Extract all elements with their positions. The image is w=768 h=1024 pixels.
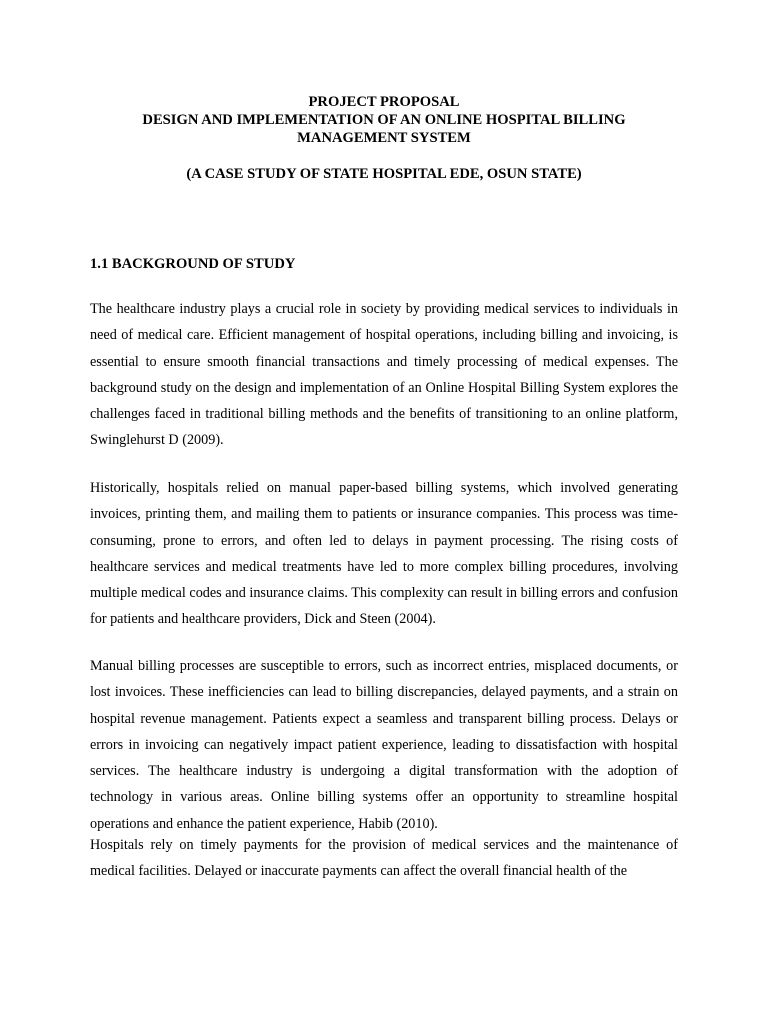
document-title bbox=[90, 93, 678, 147]
paragraph: Manual billing processes are susceptible to errors, such as incorrect entries, misplaced documents, or lost invoices. These inefficiencies can lead to billing discrepancies, delayed payments, and a strain on hospital revenue management. Patients expect a seamless and transparent billing process. Delays or errors in invoicing can negatively impact patient experience, leading to dissatisfaction with hospital services. The healthcare industry is undergoing a digital transformation with the adoption of technology in various areas. Online billing systems offer an opportunity to streamline hospital operations and enhance the patient experience, Habib (2010). bbox=[90, 658, 678, 832]
paragraph: Historically, hospitals relied on manual paper-based billing systems, which involved generating invoices, printing them, and mailing them to patients or insurance companies. This process was time-consuming, prone to errors, and often led to delays in payment processing. The rising costs of healthcare services and medical treatments have led to more complex billing procedures, involving multiple medical codes and insurance claims. This complexity can result in billing errors and confusion for patients and healthcare providers, Dick and Steen (2004). bbox=[90, 480, 678, 628]
title-line-design: DESIGN AND IMPLEMENTATION OF AN ONLINE HOSPITAL BILLING bbox=[142, 112, 626, 128]
title-line-proposal: PROJECT PROPOSAL bbox=[308, 94, 460, 110]
paragraph: Hospitals rely on timely payments for the provision of medical services and the maintenance of medical facilities. Delayed or inaccurate payments can affect the overall financial health of the bbox=[90, 837, 678, 880]
section-heading: 1.1 BACKGROUND OF STUDY bbox=[90, 256, 296, 272]
document-subtitle: (A CASE STUDY OF STATE HOSPITAL EDE, OSUN STATE) bbox=[186, 166, 582, 182]
title-line-system: MANAGEMENT SYSTEM bbox=[297, 130, 471, 146]
paragraph: The healthcare industry plays a crucial role in society by providing medical services to individuals in need of medical care. Efficient management of hospital operations, including billing and invoicing, is essential to ensure smooth financial transactions and timely processing of medical expenses. The background study on the design and implementation of an Online Hospital Billing System explores the challenges faced in traditional billing methods and the benefits of transitioning to an online platform, Swinglehurst D (2009). bbox=[90, 301, 678, 449]
